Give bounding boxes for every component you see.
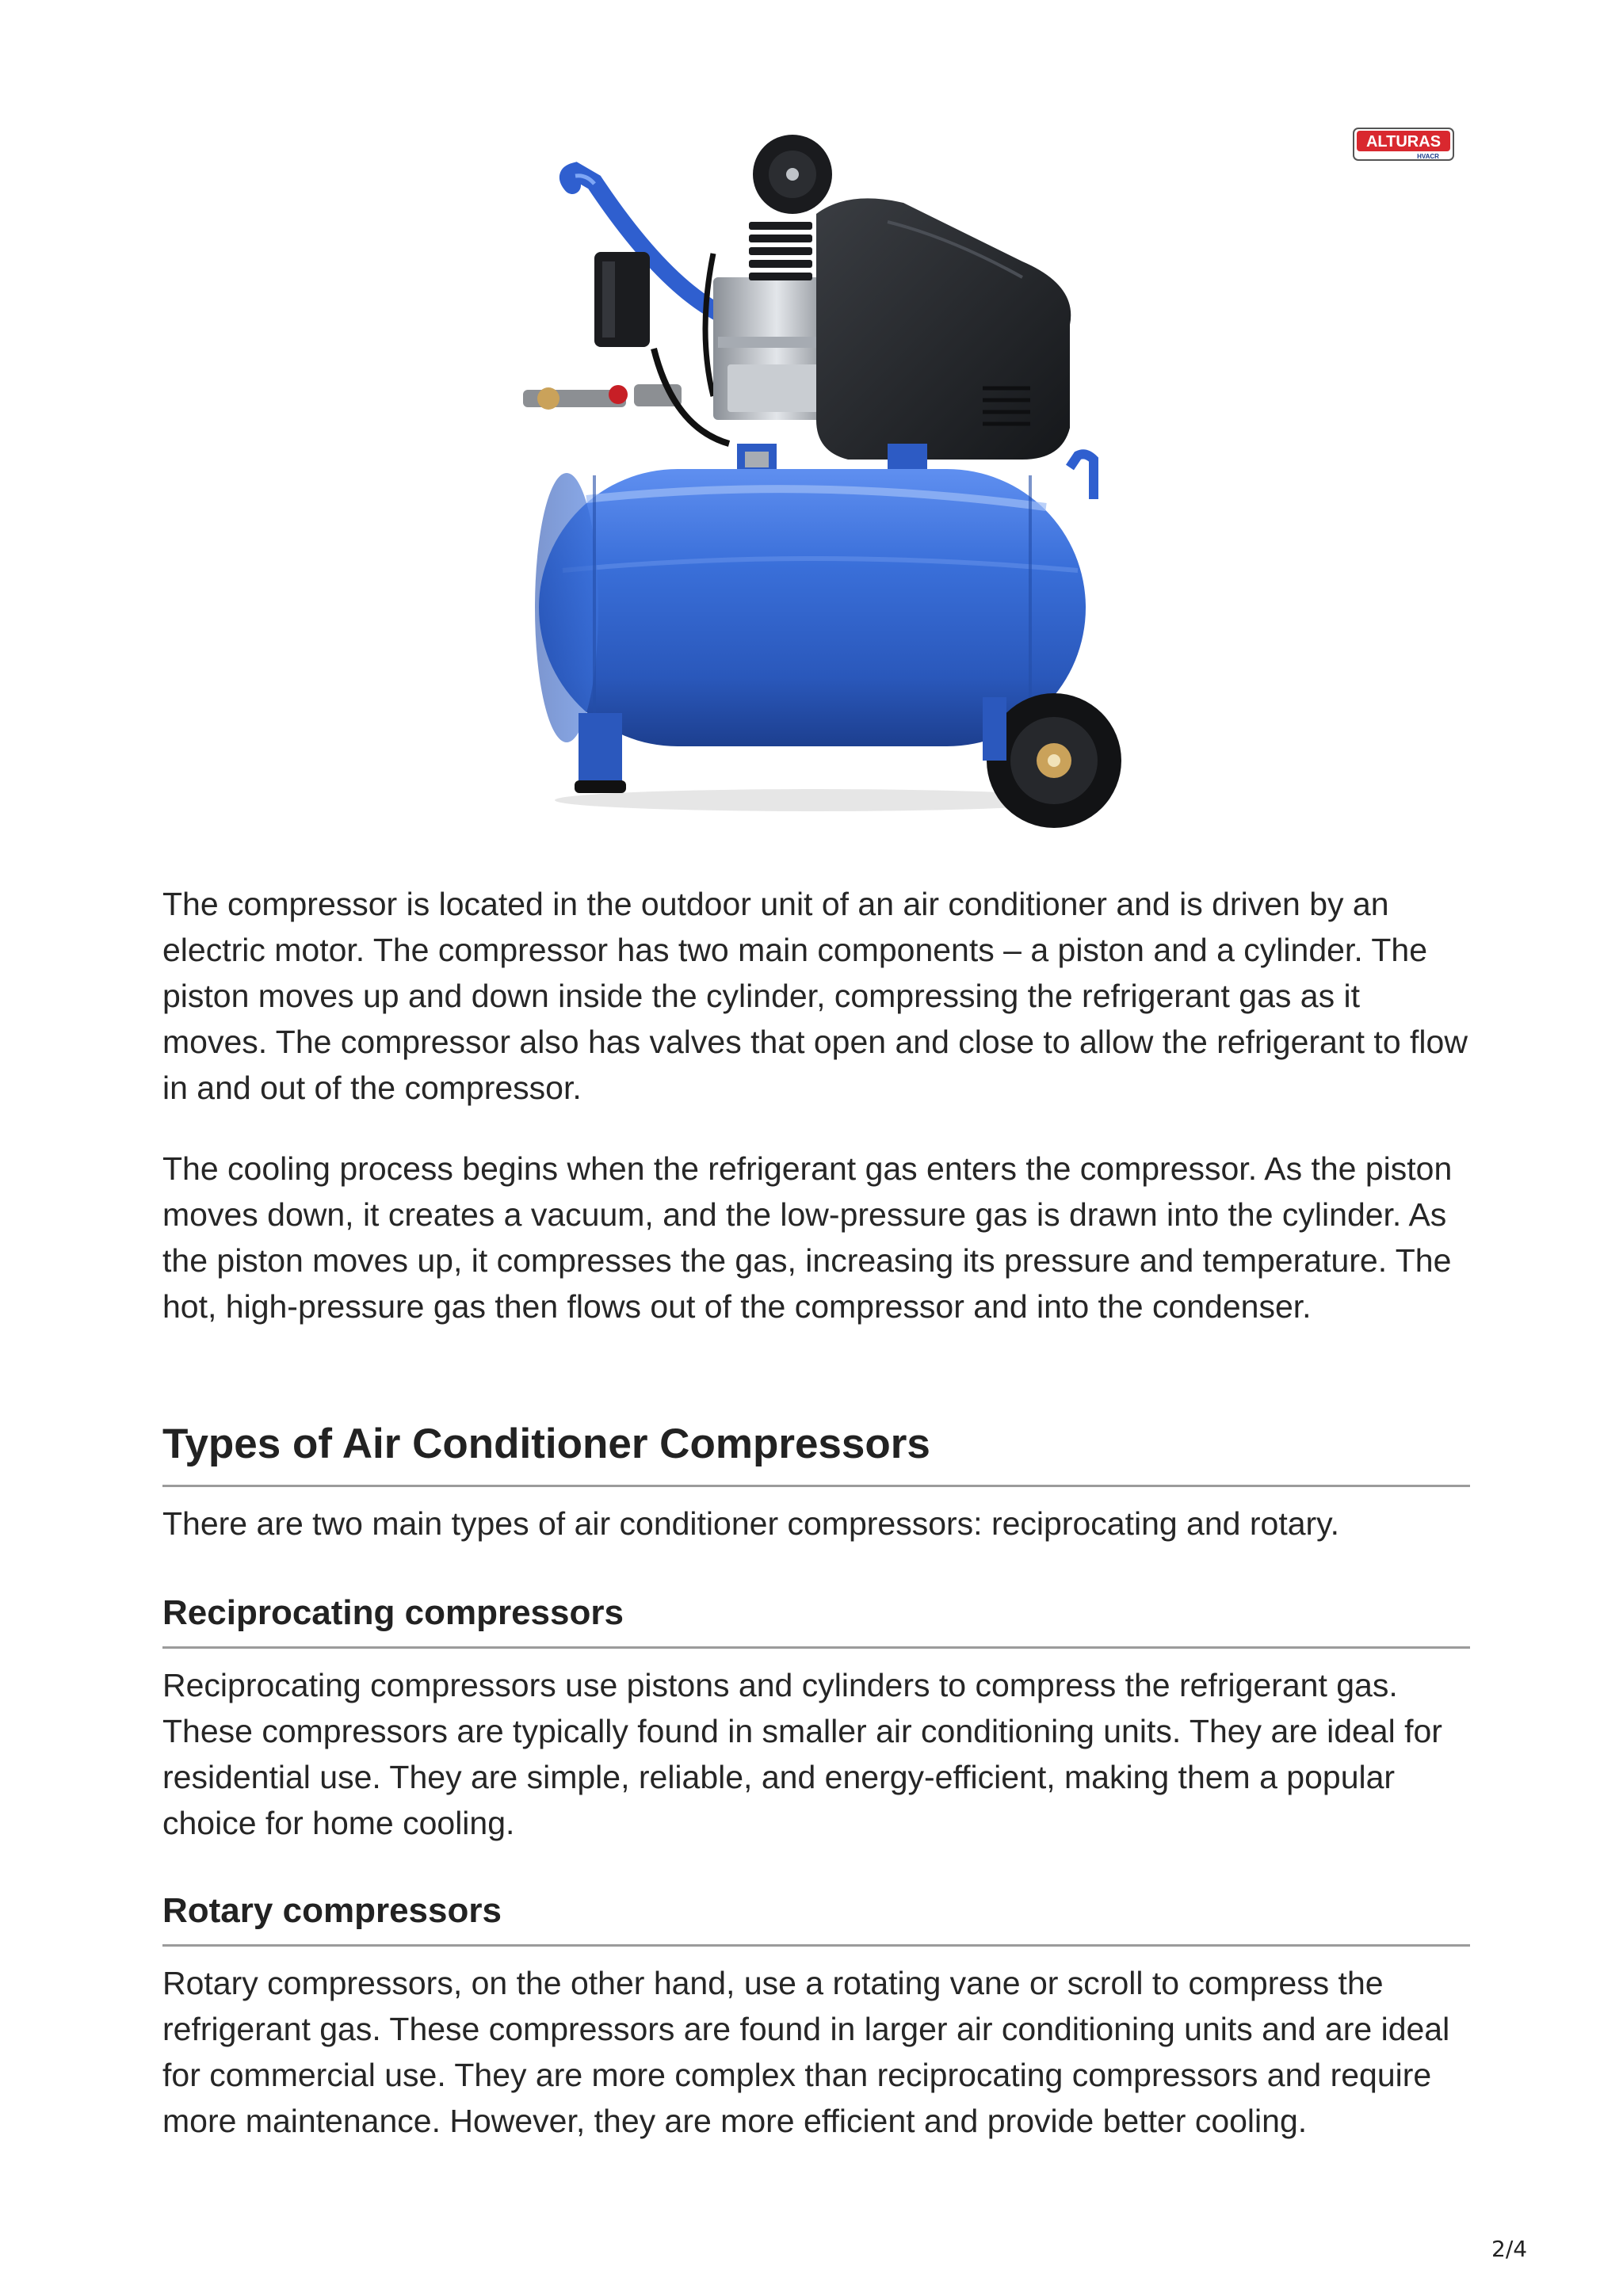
paragraph-cooling-process: The cooling process begins when the refrigerant gas enters the compressor. As the piston moves down, it creates a vacuum, and the low-pressure gas is drawn into the cylinder. As the piston moves up, it compresses the gas, increasing its pressure and temperature. The hot, high-pressure gas then flows out of the compressor and into the condenser. xyxy=(162,1150,1453,1325)
paragraph-types-intro: There are two main types of air conditioner compressors: reciprocating and rotary. xyxy=(162,1505,1340,1542)
subheading-reciprocating: Reciprocating compressors xyxy=(162,1593,624,1632)
subheading-rotary: Rotary compressors xyxy=(162,1891,502,1930)
paragraph-compressor-location: The compressor is located in the outdoor unit of an air conditioner and is driven by an electric motor. The compressor has two main components – a piston and a cylinder. The piston moves up and down inside the cylinder, compressing the refrigerant gas as it moves. The compressor also has valves that open and close to allow the refrigerant to flow in and out of the compressor. xyxy=(162,886,1468,1106)
page-number: 2/4 xyxy=(1491,2236,1528,2262)
section-heading-types: Types of Air Conditioner Compressors xyxy=(162,1421,930,1467)
logo-brand-text: ALTURAS xyxy=(1365,133,1442,151)
air-compressor-image xyxy=(475,127,1173,840)
heading-divider xyxy=(162,1485,1470,1487)
logo-sub-text: HVACR xyxy=(1417,153,1439,160)
paragraph-reciprocating: Reciprocating compressors use pistons and cylinders to compress the refrigerant gas. These compressors are typically found in smaller air conditioning units. They are ideal for residential use. They are simple, reliable, and energy-efficient, making them a popular choice for home cooling. xyxy=(162,1667,1442,1841)
subheading-divider xyxy=(162,1646,1470,1649)
subheading-divider xyxy=(162,1944,1470,1947)
alturas-logo xyxy=(1352,127,1455,162)
paragraph-rotary: Rotary compressors, on the other hand, use a rotating vane or scroll to compress the refrigerant gas. These compressors are found in larger air conditioning units and are ideal for commercial use. They are more complex than reciprocating compressors and require more maintenance. However, they are more efficient and provide better cooling. xyxy=(162,1965,1450,2139)
